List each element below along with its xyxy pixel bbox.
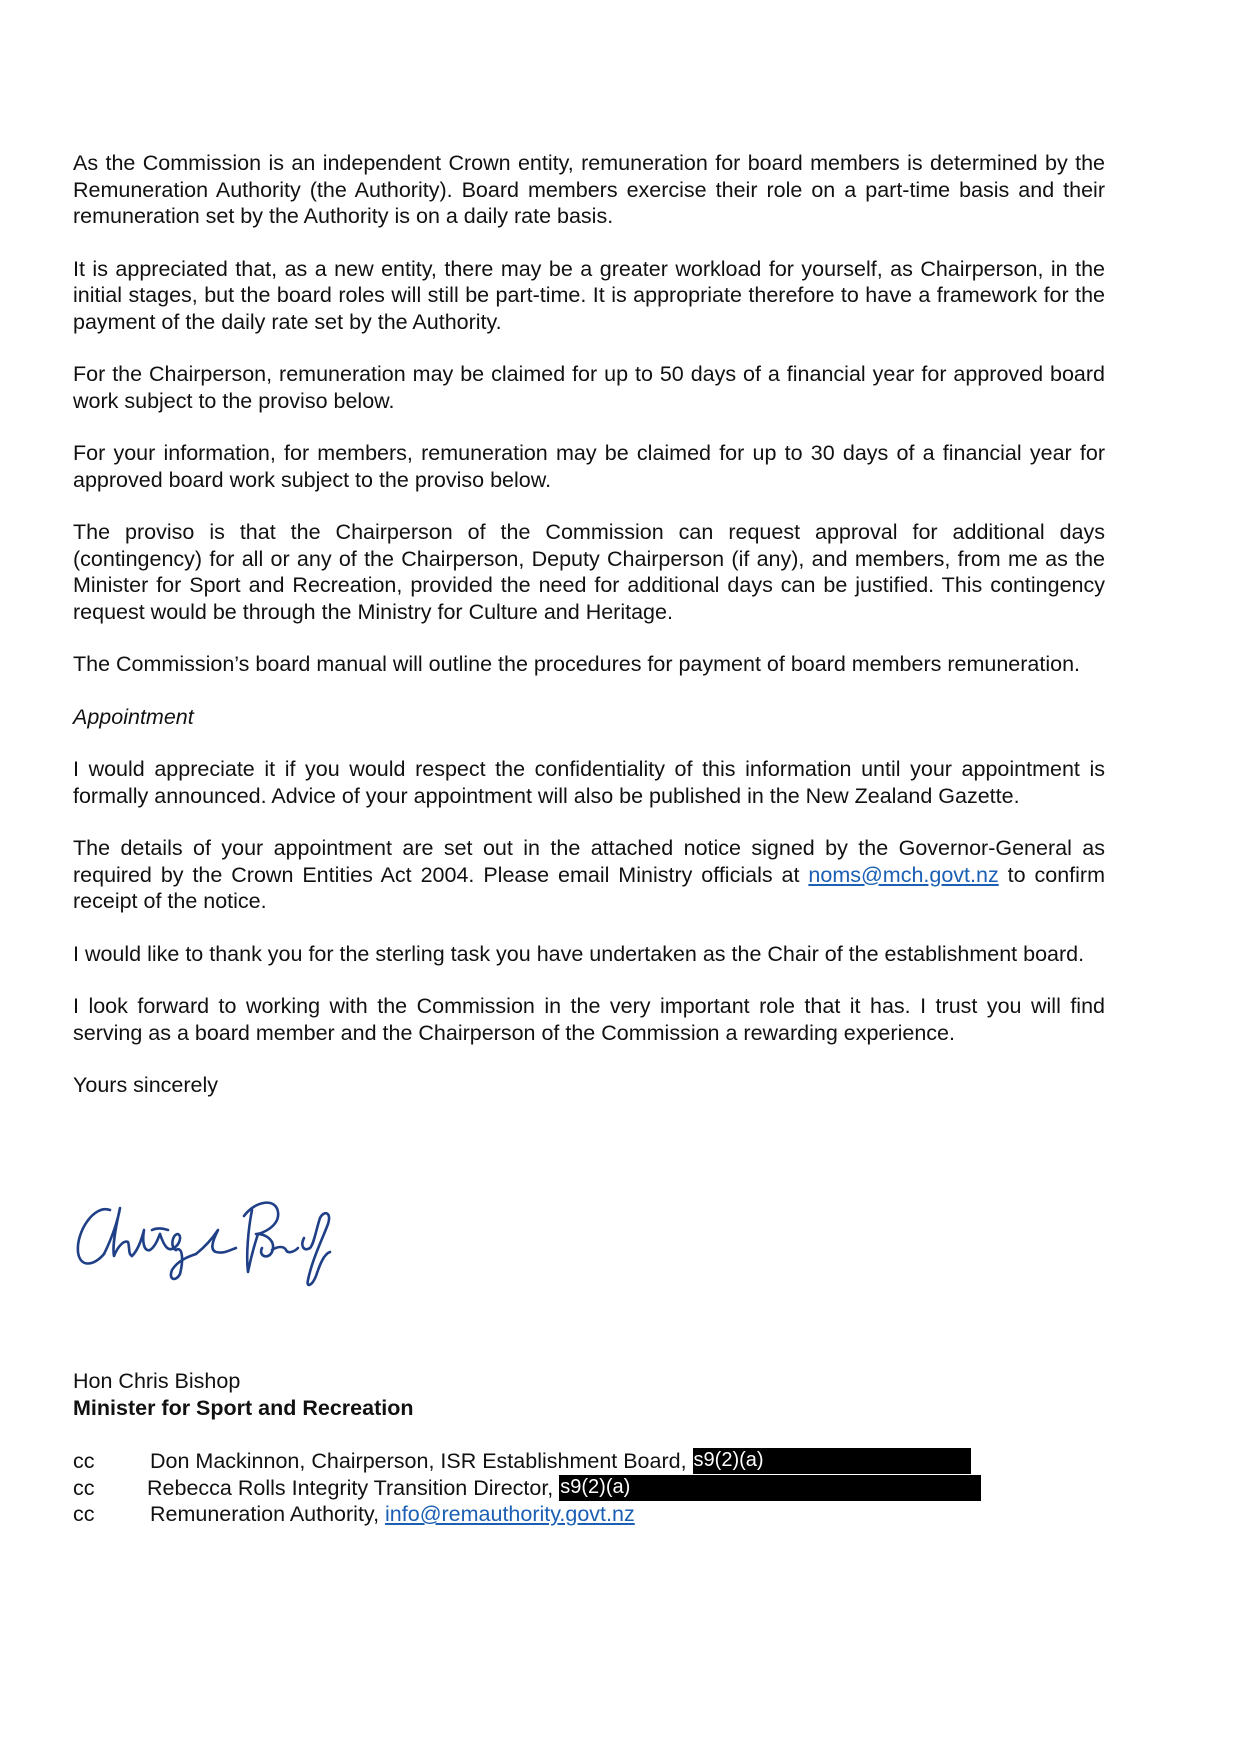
- cc-recipient-text: Rebecca Rolls Integrity Transition Director,: [147, 1475, 560, 1500]
- cc-label: cc: [73, 1475, 95, 1500]
- letter-body: [73, 150, 1105, 1125]
- paragraph-confidentiality: I would appreciate it if you would respect the confidentiality of this information until your appointment is formally announced. Advice of your appointment will also be published in the New Zealand Gazette.: [73, 757, 1105, 808]
- paragraph-member-days: For your information, for members, remuneration may be claimed for up to 30 days of a financial year for approved board work subject to the proviso below.: [73, 441, 1105, 492]
- signatory-name: Hon Chris Bishop: [73, 1369, 241, 1393]
- cc-row: [73, 1501, 1073, 1528]
- noms-email-link[interactable]: noms@mch.govt.nz: [808, 862, 999, 887]
- valediction: Yours sincerely: [73, 1073, 218, 1097]
- paragraph-remuneration-authority: As the Commission is an independent Crown entity, remuneration for board members is determined by the Remuneration Authority (the Authority). Board members exercise their role on a part-time basis and their remuneration set by the Authority is on a daily rate basis.: [73, 151, 1105, 228]
- paragraph-board-manual: The Commission’s board manual will outline the procedures for payment of board members remuneration.: [73, 652, 1081, 676]
- paragraph-thanks: I would like to thank you for the sterling task you have undertaken as the Chair of the establishment board.: [73, 941, 1085, 966]
- handwritten-signature: [72, 1190, 372, 1290]
- appointment-heading: Appointment: [73, 704, 194, 729]
- signoff-block: [73, 1368, 413, 1421]
- signatory-title: Minister for Sport and Recreation: [73, 1395, 414, 1420]
- notice-text-after-link: to confirm receipt of the notice.: [73, 862, 1105, 913]
- redaction-box: s9(2)(a): [559, 1475, 981, 1501]
- cc-recipient: [150, 1448, 971, 1475]
- remuneration-authority-email-link[interactable]: info@remauthority.govt.nz: [385, 1502, 635, 1526]
- paragraph-closing: I look forward to working with the Commission in the very important role that it has. I trust you will find serving as a board member and the Chairperson of the Commission a rewarding experience.: [73, 994, 1105, 1045]
- redaction-box: s9(2)(a): [693, 1448, 971, 1474]
- cc-recipient-text: Don Mackinnon, Chairperson, ISR Establishment Board,: [150, 1449, 693, 1473]
- cc-recipient: [150, 1501, 635, 1528]
- paragraph-proviso: The proviso is that the Chairperson of the Commission can request approval for additional days (contingency) for all or any of the Chairperson, Deputy Chairperson (if any), and members, from me as the Minister for Sport and Recreation, provided the need for additional days can be justified. This contingency request would be through the Ministry for Culture and Heritage.: [73, 520, 1105, 624]
- cc-label: cc: [73, 1449, 95, 1473]
- notice-text-before-link: The details of your appointment are set out in the attached notice signed by the Governor-General as required by the Crown Entities Act 2004. Please email Ministry officials at: [73, 836, 1105, 887]
- paragraph-chairperson-days: For the Chairperson, remuneration may be claimed for up to 50 days of a financial year for approved board work subject to the proviso below.: [73, 362, 1105, 413]
- cc-recipient: [147, 1475, 981, 1502]
- cc-recipient-text: Remuneration Authority,: [150, 1502, 386, 1526]
- cc-row: [73, 1448, 1073, 1475]
- cc-row: [73, 1475, 1073, 1502]
- cc-label: cc: [73, 1502, 95, 1526]
- cc-list: [73, 1448, 1073, 1528]
- paragraph-appointment-notice: [73, 835, 1105, 915]
- paragraph-workload: It is appreciated that, as a new entity, there may be a greater workload for yourself, as Chairperson, in the initial stages, but the board roles will still be part-time. It is appropriate therefore to have a framework for the payment of the daily rate set by the Authority.: [73, 256, 1105, 334]
